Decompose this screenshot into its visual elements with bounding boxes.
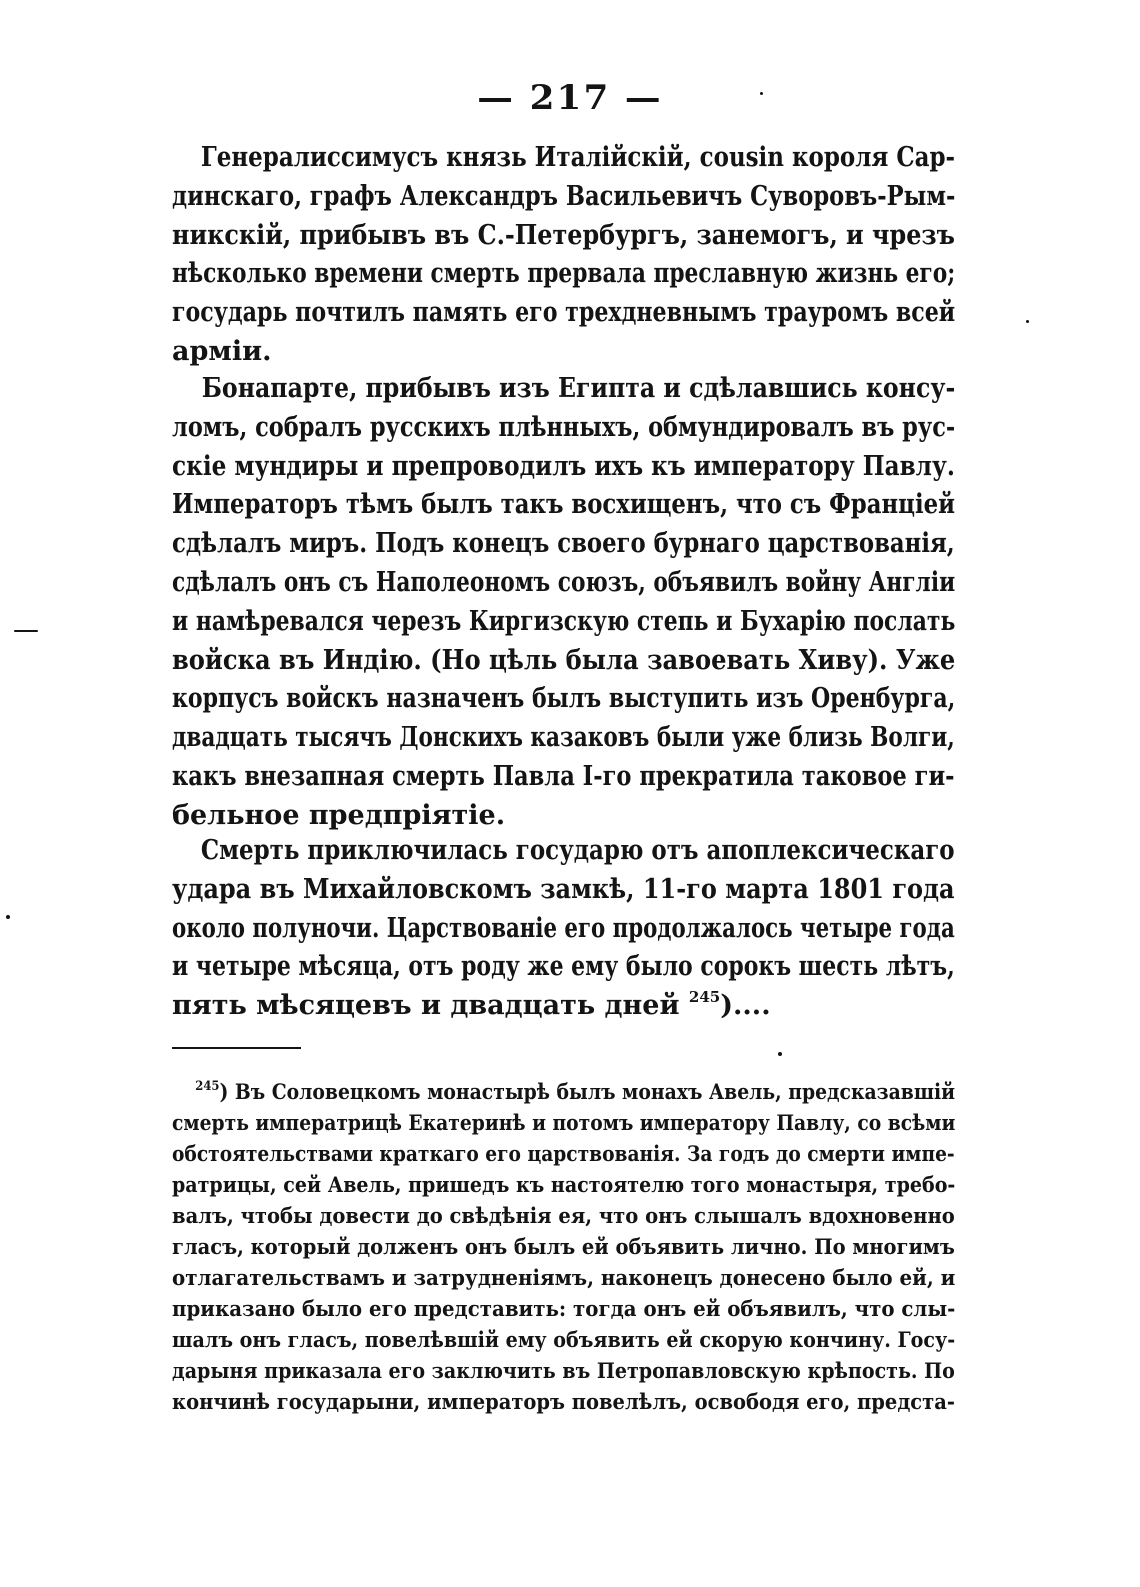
footnote-line: приказано было его представить: тогда онъ ей объявилъ, что слы- [172,1296,956,1321]
text-line: бельное предпріятіе. [172,799,506,831]
footnote-marker: 245 [195,1079,220,1094]
footnote-line-content: ) Въ Соловецкомъ монастырѣ былъ монахъ Авель, предсказавшій [219,1079,956,1104]
text-line: войска въ Индію. (Но цѣль была завоевать Хиву). Уже [172,644,956,676]
footnote-line: кончинѣ государыни, императоръ повелѣлъ, освободя его, предста- [172,1389,955,1414]
footnote-line: смерть императрицѣ Екатеринѣ и потомъ императору Павлу, со всѣми [172,1110,956,1135]
text-line: никскій, прибывъ въ С.-Петербургъ, занемогъ, и чрезъ [172,219,955,251]
footnote-separator [172,1047,301,1049]
text-line: ломъ, собралъ русскихъ плѣнныхъ, обмундировалъ въ рус- [172,411,956,443]
text-line: около полуночи. Царствованіе его продолжалось четыре года [172,912,955,944]
text-line: сдѣлалъ онъ съ Наполеономъ союзъ, объявилъ войну Англіи [172,566,956,598]
text-line: какъ внезапная смерть Павла I-го прекратила таковое ги- [172,760,955,792]
text-line-tail: ).... [720,990,771,1022]
text-line: нѣсколько времени смерть прервала преславную жизнь его; [172,258,956,290]
text-line: сдѣлалъ миръ. Подъ конецъ своего бурнаго царствованія, [172,528,955,560]
footnote-line: отлагательствамъ и затрудненіямъ, наконецъ донесено было ей, и [172,1265,956,1290]
text-line: государь почтилъ память его трехдневнымъ трауромъ всей [172,297,956,329]
scan-speck [6,915,10,919]
text-line-content: пять мѣсяцевъ и двадцать дней [172,990,680,1022]
text-line-with-footnote-ref [172,987,955,1026]
text-line: и намѣревался черезъ Киргизскую степь и Бухарію послать [172,605,956,637]
paragraph-3 [172,832,955,1026]
text-line: динскаго, графъ Александръ Васильевичъ Суворовъ-Рым- [172,180,956,212]
footnote-line: валъ, чтобы довести до свѣдѣнія ея, что онъ слышалъ вдохновенно [172,1203,955,1228]
footnote-reference[interactable]: 245 [688,988,721,1007]
paragraph-2 [172,370,955,836]
text-line: Бонапарте, прибывъ изъ Египта и сдѣлавшись консу- [201,373,956,404]
text-line: удара въ Михайловскомъ замкѣ, 11-го марта 1801 года [172,873,955,905]
footnote-line: гласъ, который долженъ онъ былъ ей объявить лично. По многимъ [172,1234,955,1259]
text-line: корпусъ войскъ назначенъ былъ выступить изъ Оренбурга, [172,683,956,715]
text-line: и четыре мѣсяца, отъ роду же ему было сорокъ шесть лѣтъ, [172,951,955,983]
scan-speck [778,1052,782,1056]
text-line: арміи. [172,335,272,367]
text-line: Смерть приключилась государю отъ апоплексическаго [200,835,955,866]
text-line: Императоръ тѣмъ былъ такъ восхищенъ, что съ Франціей [172,489,956,521]
text-line: скіе мундиры и препроводилъ ихъ къ императору Павлу. [172,450,955,482]
scan-speck [14,630,38,632]
footnote-line: дарыня приказала его заключить въ Петропавловскую крѣпость. По [172,1358,955,1383]
footnote-line: обстоятельствами краткаго его царствованія. За годъ до смерти импе- [172,1141,955,1166]
scan-speck [1026,320,1029,323]
page-number: — 217 — [477,78,663,118]
paragraph-1 [172,139,955,372]
footnote [172,1076,955,1417]
footnote-line-first [172,1076,956,1107]
footnote-line: шалъ онъ гласъ, повелѣвшій ему объявить ей скорую кончину. Госу- [172,1327,956,1352]
text-line: двадцать тысячъ Донскихъ казаковъ были уже близь Волги, [172,722,955,754]
scan-speck [760,92,763,95]
footnote-line: ратрицы, сей Авель, пришедъ къ настоятелю того монастыря, требо- [172,1172,956,1197]
text-line: Генералиссимусъ князь Италійскій, cousin короля Сар- [200,142,956,173]
